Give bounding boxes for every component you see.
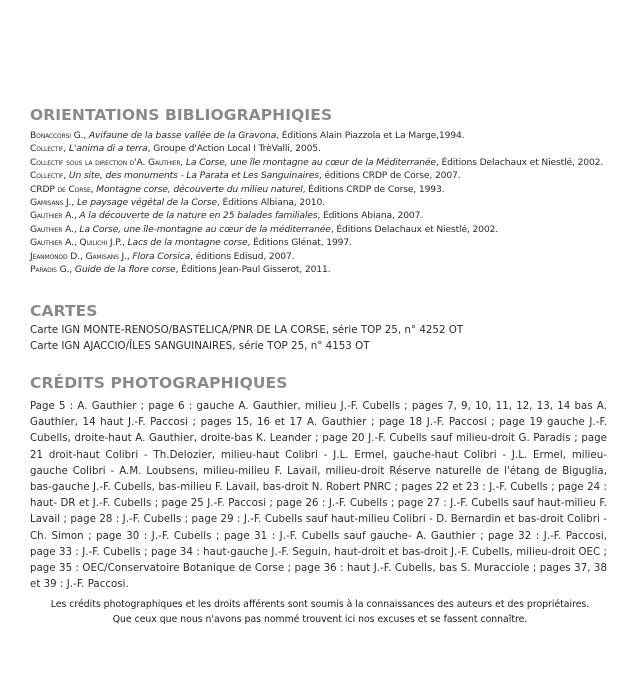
bibliography-entry: Gauthier A., Quilichi J.P., Lacs de la montagne corse, Éditions Glénat, 1997. xyxy=(30,237,352,249)
entry-author: Gamisans J. xyxy=(30,197,72,209)
bibliography-entry: Gauthier A., A la découverte de la nature en 25 balades familiales, Éditions Abiana, 2007. xyxy=(30,210,424,222)
map-entry: Carte IGN AJACCIO/ÎLES SANGUINAIRES, série TOP 25, n° 4153 OT xyxy=(30,340,370,352)
bibliography-entry: Gauthier A., La Corse, une île-montagne au cœur de la méditerranée, Éditions Delachaux et Niestlé, 2002. xyxy=(30,223,499,235)
bibliography-entry: Collectif, Un site, des monuments - La Parata et Les Sanguinaires, éditions CRDP de Corse, 2007. xyxy=(30,170,461,182)
entry-author: Gauthier A. xyxy=(30,223,74,235)
entry-details: , Éditions Albiana, 2010. xyxy=(216,197,325,209)
rights-notice-line: Les crédits photographiques et les droits afférents sont soumis à la connaissances des auteurs et des propriétaires. xyxy=(50,599,590,610)
entry-details: , éditions Edisud, 2007. xyxy=(190,250,295,262)
rights-notice-line: Que ceux que nous n'avons pas nommé trouvent ici nos excuses et se fassent connaître. xyxy=(112,614,528,625)
entry-title: Montagne corse, découverte du milieu naturel xyxy=(96,183,303,195)
entry-details: , Éditions Abiana, 2007. xyxy=(317,210,424,222)
bibliography-entry: Collectif sous la direction d'A. Gauthier, La Corse, une île montagne au cœur de la Méditerranée, Éditions Delachaux et Niestlé, 2002. xyxy=(30,156,604,168)
entry-author: Collectif xyxy=(30,170,64,182)
maps-heading: CARTES xyxy=(30,302,98,320)
entry-author: Paradis G. xyxy=(30,264,70,276)
entry-author: Bonaccorsi G. xyxy=(30,130,84,141)
entry-details: , Éditions Jean-Paul Gisserot, 2011. xyxy=(175,264,331,276)
entry-details: , Éditions Delachaux et Niestlé, 2002. xyxy=(435,156,604,168)
entry-details: , Éditions Glénat, 1997. xyxy=(247,237,352,249)
entry-title: Guide de la flore corse xyxy=(74,264,176,276)
bibliography-list xyxy=(30,129,620,276)
entry-author: Gauthier A., Quilichi J.P. xyxy=(30,237,122,249)
bibliography-entry: CRDP de Corse, Montagne corse, découverte du milieu naturel, Éditions CRDP de Corse, 1993. xyxy=(30,183,445,195)
map-entry: Carte IGN MONTE-RENOSO/BASTELICA/PNR DE LA CORSE, série TOP 25, n° 4252 OT xyxy=(30,324,464,336)
entry-details: , Groupe d'Action Local I TrèValli, 2005. xyxy=(147,143,321,155)
entry-author: Collectif sous la direction d'A. Gauthier xyxy=(30,156,181,168)
entry-title: Le paysage végétal de la Corse xyxy=(76,197,217,209)
bibliography-entry: Paradis G., Guide de la flore corse, Éditions Jean-Paul Gisserot, 2011. xyxy=(30,264,331,276)
entry-title: Avifaune de la basse vallée de la Gravona xyxy=(88,130,277,141)
entry-details: , Éditions Delachaux et Niestlé, 2002. xyxy=(330,223,499,235)
entry-title: Un site, des monuments - La Parata et Les Sanguinaires xyxy=(68,170,319,182)
rights-notice xyxy=(20,597,620,627)
entry-title: La Corse, une île-montagne au cœur de la méditerranée xyxy=(79,223,331,235)
bibliography-entry: Jeanmonod D., Gamisans J., Flora Corsica, éditions Edisud, 2007. xyxy=(30,250,295,262)
bibliography-entry: Bonaccorsi G., Avifaune de la basse vallée de la Gravona, Éditions Alain Piazzola et La Marge,1994. xyxy=(30,130,465,141)
entry-author: Jeanmonod D., Gamisans J. xyxy=(30,250,127,262)
entry-author: CRDP de Corse xyxy=(30,183,91,195)
bibliography-entry: Gamisans J., Le paysage végétal de la Corse, Éditions Albiana, 2010. xyxy=(30,197,325,209)
entry-details: , éditions CRDP de Corse, 2007. xyxy=(318,170,461,182)
entry-title: La Corse, une île montagne au cœur de la Méditerranée xyxy=(185,156,436,168)
credits-heading: CRÉDITS PHOTOGRAPHIQUES xyxy=(30,374,288,392)
entry-title: A la découverte de la nature en 25 balades familiales xyxy=(79,210,318,222)
entry-author: Collectif xyxy=(30,143,64,155)
photo-credits-text: Page 5 : A. Gauthier ; page 6 : gauche A. Gauthier, milieu J.-F. Cubells ; pages 7, 9, 10, 11, 12, 13, 14 bas A. Gauthier, 14 haut J.-F. Paccosi ; pages 15, 16 et 17 A. Gauthier ; page 18 J.-F. Paccosi ; page 19 gauche J.-F. Cubells, droite-haut A. Gauthier, droite-bas K. Leander ; page 20 J.-F. Cubells sauf milieu-droit G. Paradis ; page 21 droit-haut Colibri - Th.Delozier, milieu-haut Colibri - J.L. Ermel, gauche-haut Colibri - J.L. Ermel, milieu-gauche Colibri - A.M. Loubsens, milieu-milieu F. Lavail, milieu-droit Réserve naturelle de l'étang de Biguglia, bas-gauche J.-F. Cubells, bas-milieu F. Lavail, bas-droit N. Robert PNRC ; pages 22 et 23 : J.-F. Cubells ; page 24 : haut- DR et J.-F. Cubells ; page 25 J.-F. Paccosi ; page 26 : J.-F. Cubells ; page 27 : J.-F. Cubells sauf haut-milieu F. Lavail ; page 28 : J.-F. Cubells ; page 29 : J.-F. Cubells sauf haut-milieu Colibri - D. Bernardin et bas-droit Colibri - Ch. Simon ; page 30 : J.-F. Cubells ; page 31 : J.-F. Cubells sauf gauche- A. Gauthier ; page 32 : J.-F. Paccosi, page 33 : J.-F. Cubells ; page 34 : haut-gauche J.-F. Seguin, haut-droit et bas-droit J.-F. Cubells, milieu-droit OEC ; page 35 : OEC/Conservatoire Botanique de Corse ; page 36 : haut J.-F. Cubells, bas S. Muracciole ; pages 37, 38 et 39 : J.-F. Paccosi. xyxy=(30,401,607,591)
entry-author: Gauthier A. xyxy=(30,210,74,222)
entry-details: , Éditions Alain Piazzola et La Marge,1994. xyxy=(276,130,465,141)
bibliography-entry: Collectif, L'anima di a terra, Groupe d'Action Local I TrèValli, 2005. xyxy=(30,143,321,155)
maps-list xyxy=(30,322,463,354)
bibliography-heading: ORIENTATIONS BIBLIOGRAPHIQIES xyxy=(30,106,333,124)
entry-title: Lacs de la montagne corse xyxy=(127,237,248,249)
entry-title: Flora Corsica xyxy=(132,250,191,262)
entry-title: L'anima di a terra xyxy=(68,143,148,155)
entry-details: , Éditions CRDP de Corse, 1993. xyxy=(302,183,445,195)
